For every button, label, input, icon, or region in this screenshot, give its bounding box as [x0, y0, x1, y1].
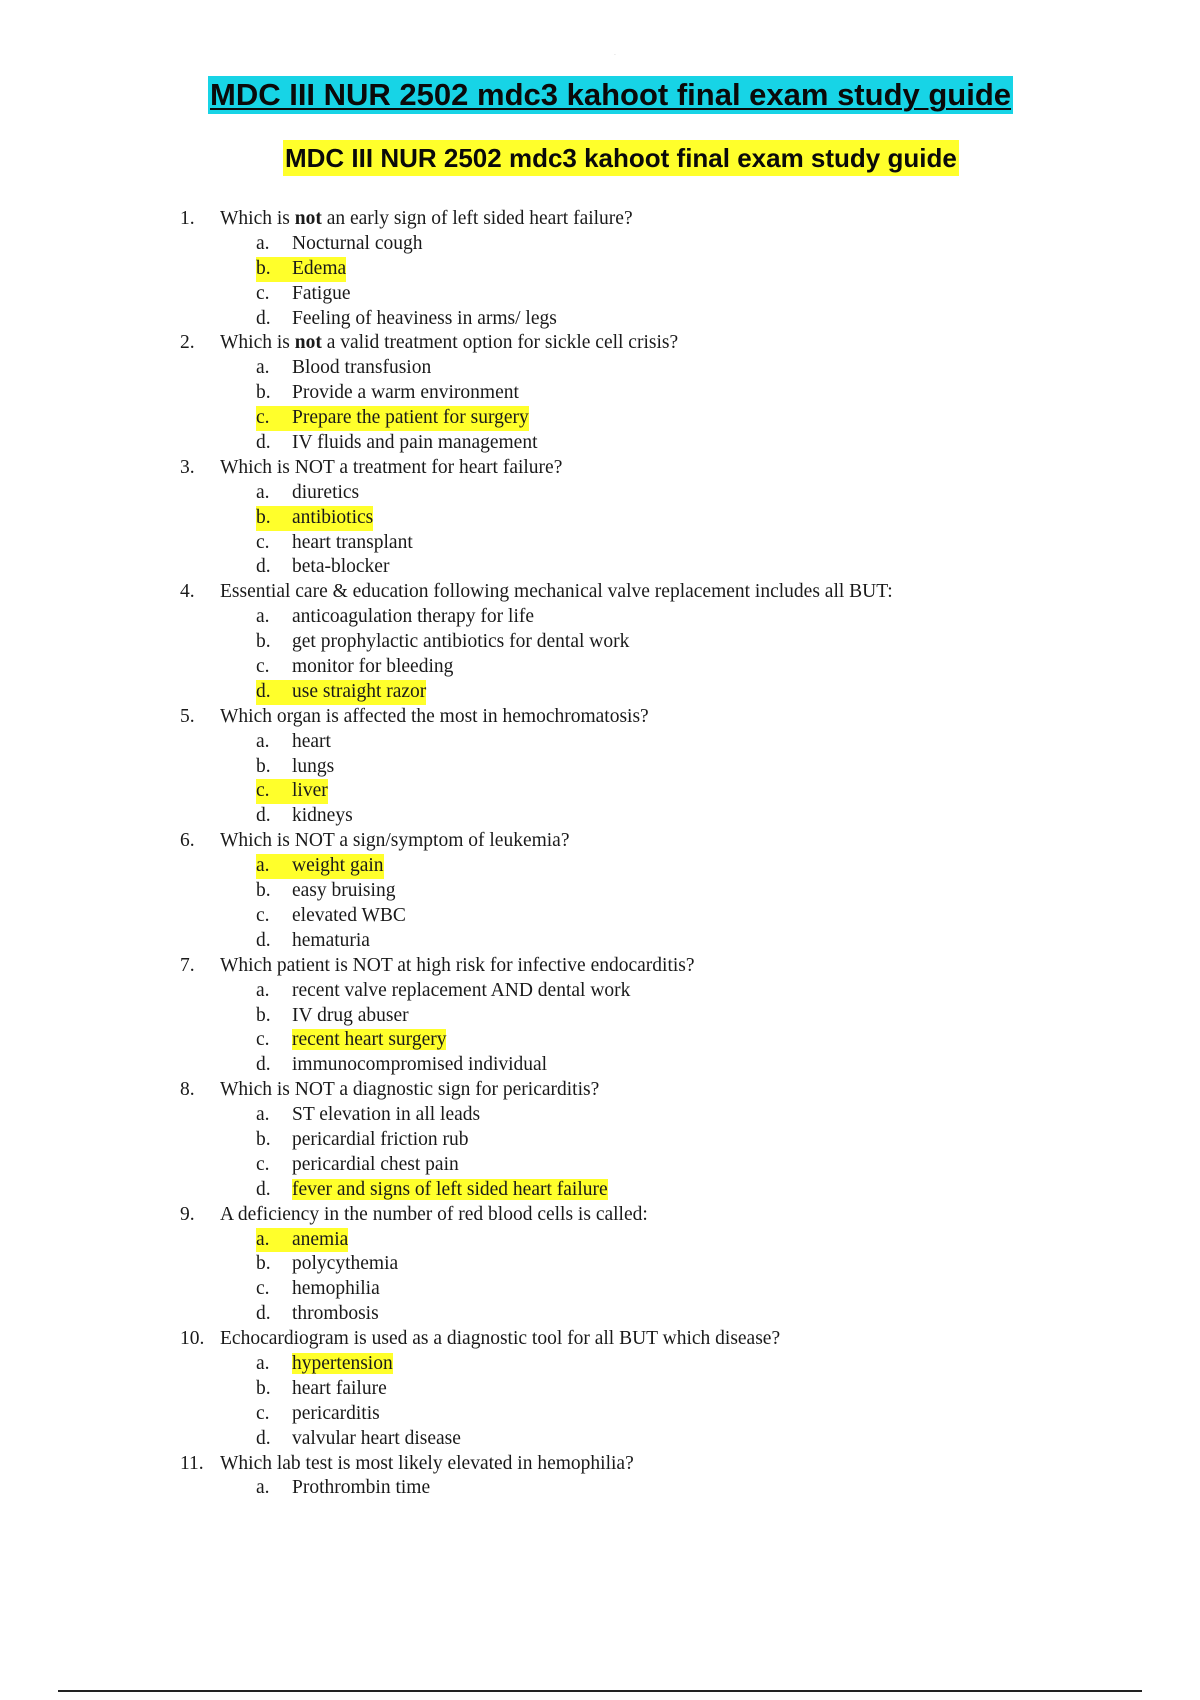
answer-option-row [180, 1228, 1140, 1253]
question-number: 11. [180, 1452, 204, 1474]
answer-option-row [180, 904, 1140, 929]
option-text: Blood transfusion [292, 357, 432, 379]
option-letter: d. [256, 1303, 271, 1325]
answer-option-row [180, 1352, 1140, 1377]
question-text [220, 207, 633, 232]
question-text-part: Which is NOT a sign/symptom of leukemia? [220, 830, 570, 852]
correct-answer-option [256, 1228, 348, 1253]
option-letter: b. [256, 1377, 271, 1399]
answer-option [256, 1053, 547, 1078]
answer-option [256, 431, 538, 456]
answer-option [256, 555, 389, 580]
answer-option [256, 1402, 380, 1427]
question-number: 6. [180, 830, 195, 852]
answer-option-row [180, 506, 1140, 531]
question-number: 9. [180, 1203, 195, 1225]
correct-answer-option [256, 854, 384, 879]
option-text: easy bruising [292, 880, 396, 902]
answer-option-row [180, 1252, 1140, 1277]
answer-option-row [180, 879, 1140, 904]
correct-answer-option [256, 779, 328, 804]
option-text: monitor for bleeding [292, 656, 454, 678]
question-number: 8. [180, 1079, 195, 1101]
answer-option [256, 1302, 379, 1327]
answer-option-row [180, 1302, 1140, 1327]
answer-option [256, 481, 359, 506]
option-letter: a. [256, 1228, 270, 1250]
question-row [180, 1452, 1140, 1477]
answer-option [256, 282, 351, 307]
option-letter: c. [256, 1153, 270, 1175]
option-text: IV drug abuser [292, 1004, 409, 1026]
option-letter: d. [256, 1178, 271, 1200]
question-text-part: an early sign of left sided heart failure? [321, 208, 633, 229]
option-text: beta-blocker [292, 556, 390, 578]
page-speck: . [614, 50, 616, 57]
question-row [180, 1327, 1140, 1352]
answer-option [256, 904, 406, 929]
document-title: MDC III NUR 2502 mdc3 kahoot final exam study guide [210, 77, 1012, 112]
option-text: pericardial chest pain [292, 1153, 459, 1175]
question-text-part: Which is [220, 208, 295, 229]
option-text: weight gain [292, 855, 384, 877]
question-text-part: a valid treatment option for sickle cell crisis? [321, 332, 679, 354]
answer-option-row [180, 307, 1140, 332]
option-text: valvular heart disease [292, 1427, 461, 1449]
answer-option [256, 1252, 398, 1277]
question-text-part: Which lab test is most likely elevated in hemophilia? [220, 1452, 634, 1474]
question-emphasis: not [294, 208, 322, 229]
option-text: diuretics [292, 481, 360, 503]
option-text: heart failure [292, 1377, 387, 1399]
option-text: thrombosis [292, 1303, 379, 1325]
answer-option-row [180, 1476, 1140, 1501]
answer-option-row [180, 1028, 1140, 1053]
option-letter: a. [256, 232, 270, 254]
footer-divider [58, 1690, 1142, 1692]
answer-option-row [180, 979, 1140, 1004]
question-text [220, 1327, 780, 1352]
option-text: Prothrombin time [292, 1477, 431, 1499]
question-text-part: Which patient is NOT at high risk for infective endocarditis? [220, 954, 695, 976]
option-letter: a. [256, 357, 270, 379]
option-letter: b. [256, 1128, 271, 1150]
option-letter: c. [256, 656, 270, 678]
question-text-part: Essential care & education following mechanical valve replacement includes all BUT: [220, 581, 893, 603]
question-row [180, 954, 1140, 979]
option-text: hematuria [292, 929, 370, 951]
answer-option-row [180, 1377, 1140, 1402]
option-letter: d. [256, 929, 271, 951]
option-text: ST elevation in all leads [292, 1104, 481, 1126]
answer-option [256, 755, 334, 780]
answer-option [256, 879, 395, 904]
option-letter: d. [256, 556, 271, 578]
question-row [180, 1203, 1140, 1228]
question-text-part: Which is NOT a treatment for heart failure? [220, 456, 563, 478]
answer-option [256, 1377, 387, 1402]
answer-option [256, 232, 423, 257]
answer-option [256, 1128, 469, 1153]
question-text [220, 1203, 648, 1228]
question-text-part: Echocardiogram is used as a diagnostic tool for all BUT which disease? [220, 1328, 781, 1350]
question-row [180, 331, 1140, 356]
option-letter: b. [256, 257, 271, 279]
option-letter: c. [256, 282, 270, 304]
option-letter: c. [256, 1029, 270, 1051]
option-text: liver [292, 780, 328, 802]
option-text: get prophylactic antibiotics for dental work [292, 631, 630, 653]
question-number: 3. [180, 456, 195, 478]
option-letter: a. [256, 1477, 270, 1499]
option-text: immunocompromised individual [292, 1054, 548, 1076]
option-text: polycythemia [292, 1253, 399, 1275]
answer-option-row [180, 730, 1140, 755]
question-list [180, 207, 1140, 1501]
question-text [220, 1452, 634, 1477]
option-text: anemia [292, 1228, 349, 1250]
question-number: 2. [180, 332, 195, 354]
answer-option-row [180, 1277, 1140, 1302]
option-letter: b. [256, 880, 271, 902]
option-text: anticoagulation therapy for life [292, 606, 535, 628]
option-text: lungs [292, 755, 335, 777]
option-letter: d. [256, 805, 271, 827]
option-text: IV fluids and pain management [292, 432, 538, 454]
question-text [220, 580, 893, 605]
question-number: 1. [180, 208, 195, 229]
answer-option [256, 979, 630, 1004]
option-letter: c. [256, 1278, 270, 1300]
option-letter: b. [256, 631, 271, 653]
answer-option [256, 630, 629, 655]
option-text: heart [292, 730, 331, 752]
answer-option-row [180, 356, 1140, 381]
correct-answer-option [256, 1352, 393, 1377]
answer-option-row [180, 1004, 1140, 1029]
answer-option [256, 929, 370, 954]
option-letter: c. [256, 904, 270, 926]
answer-option-row [180, 630, 1140, 655]
question-number: 5. [180, 705, 195, 727]
answer-option [256, 356, 431, 381]
answer-option-row [180, 854, 1140, 879]
question-row [180, 456, 1140, 481]
answer-option-row [180, 1402, 1140, 1427]
answer-option-row [180, 1103, 1140, 1128]
question-text [220, 954, 695, 979]
option-letter: a. [256, 979, 270, 1001]
answer-option-row [180, 1153, 1140, 1178]
answer-option-row [180, 1128, 1140, 1153]
correct-answer-option [256, 506, 373, 531]
option-letter: b. [256, 506, 271, 528]
option-letter: a. [256, 606, 270, 628]
answer-option-row [180, 1178, 1140, 1203]
option-letter: d. [256, 432, 271, 454]
option-letter: c. [256, 1402, 270, 1424]
answer-option-row [180, 257, 1140, 282]
correct-answer-option [256, 257, 346, 282]
option-text: Provide a warm environment [292, 382, 519, 404]
option-text: hypertension [292, 1352, 393, 1374]
question-text [220, 705, 649, 730]
question-emphasis: not [294, 332, 322, 354]
answer-option-row [180, 929, 1140, 954]
answer-option [256, 307, 557, 332]
option-letter: b. [256, 1004, 271, 1026]
answer-option [256, 1427, 461, 1452]
correct-answer-option [256, 1028, 446, 1053]
option-letter: c. [256, 780, 270, 802]
answer-option-row [180, 232, 1140, 257]
option-letter: b. [256, 1253, 271, 1275]
answer-option [256, 1476, 430, 1501]
option-letter: d. [256, 680, 271, 702]
option-text: recent heart surgery [292, 1029, 447, 1051]
question-row [180, 580, 1140, 605]
answer-option [256, 605, 534, 630]
option-text: Edema [292, 257, 347, 279]
option-letter: d. [256, 1054, 271, 1076]
option-text: elevated WBC [292, 904, 406, 926]
answer-option-row [180, 481, 1140, 506]
answer-option [256, 531, 413, 556]
option-text: hemophilia [292, 1278, 380, 1300]
question-row [180, 705, 1140, 730]
option-text: heart transplant [292, 531, 413, 553]
answer-option [256, 804, 353, 829]
answer-option-row [180, 381, 1140, 406]
question-row [180, 207, 1140, 232]
correct-answer-option [256, 406, 529, 431]
answer-option [256, 1277, 380, 1302]
answer-option [256, 655, 453, 680]
option-letter: a. [256, 855, 270, 877]
answer-option-row [180, 755, 1140, 780]
answer-option-row [180, 804, 1140, 829]
question-text-part: Which is NOT a diagnostic sign for pericarditis? [220, 1079, 600, 1101]
option-text: Feeling of heaviness in arms/ legs [292, 307, 557, 329]
option-text: pericarditis [292, 1402, 380, 1424]
answer-option-row [180, 531, 1140, 556]
option-letter: d. [256, 307, 271, 329]
option-text: Prepare the patient for surgery [292, 407, 529, 429]
option-letter: b. [256, 382, 271, 404]
question-text-part: A deficiency in the number of red blood cells is called: [220, 1203, 648, 1225]
option-letter: b. [256, 755, 271, 777]
correct-answer-option [256, 680, 426, 705]
answer-option-row [180, 605, 1140, 630]
question-text [220, 331, 678, 356]
option-letter: a. [256, 730, 270, 752]
answer-option-row [180, 282, 1140, 307]
option-text: Nocturnal cough [292, 232, 423, 254]
question-number: 10. [180, 1328, 205, 1350]
question-row [180, 829, 1140, 854]
question-text-part: Which is [220, 332, 295, 354]
option-letter: c. [256, 407, 270, 429]
option-letter: d. [256, 1427, 271, 1449]
option-text: Fatigue [292, 282, 351, 304]
question-text [220, 1078, 599, 1103]
answer-option [256, 1103, 480, 1128]
question-row [180, 1078, 1140, 1103]
answer-option-row [180, 555, 1140, 580]
option-text: pericardial friction rub [292, 1128, 469, 1150]
option-letter: a. [256, 481, 270, 503]
question-text [220, 456, 562, 481]
answer-option-row [180, 1053, 1140, 1078]
answer-option [256, 381, 519, 406]
answer-option [256, 1004, 409, 1029]
option-text: antibiotics [292, 506, 374, 528]
answer-option [256, 1153, 459, 1178]
answer-option-row [180, 680, 1140, 705]
question-number: 4. [180, 581, 195, 603]
option-letter: a. [256, 1104, 270, 1126]
option-letter: c. [256, 531, 270, 553]
answer-option-row [180, 655, 1140, 680]
option-text: recent valve replacement AND dental work [292, 979, 631, 1001]
option-text: use straight razor [292, 680, 427, 702]
question-text [220, 829, 570, 854]
option-text: kidneys [292, 805, 353, 827]
answer-option-row [180, 431, 1140, 456]
answer-option [256, 730, 331, 755]
question-text-part: Which organ is affected the most in hemochromatosis? [220, 705, 649, 727]
question-number: 7. [180, 954, 195, 976]
answer-option-row [180, 1427, 1140, 1452]
correct-answer-option [256, 1178, 608, 1203]
answer-option-row [180, 779, 1140, 804]
answer-option-row [180, 406, 1140, 431]
option-letter: a. [256, 1352, 270, 1374]
document-subtitle: MDC III NUR 2502 mdc3 kahoot final exam study guide [283, 140, 959, 176]
option-text: fever and signs of left sided heart failure [292, 1178, 608, 1200]
